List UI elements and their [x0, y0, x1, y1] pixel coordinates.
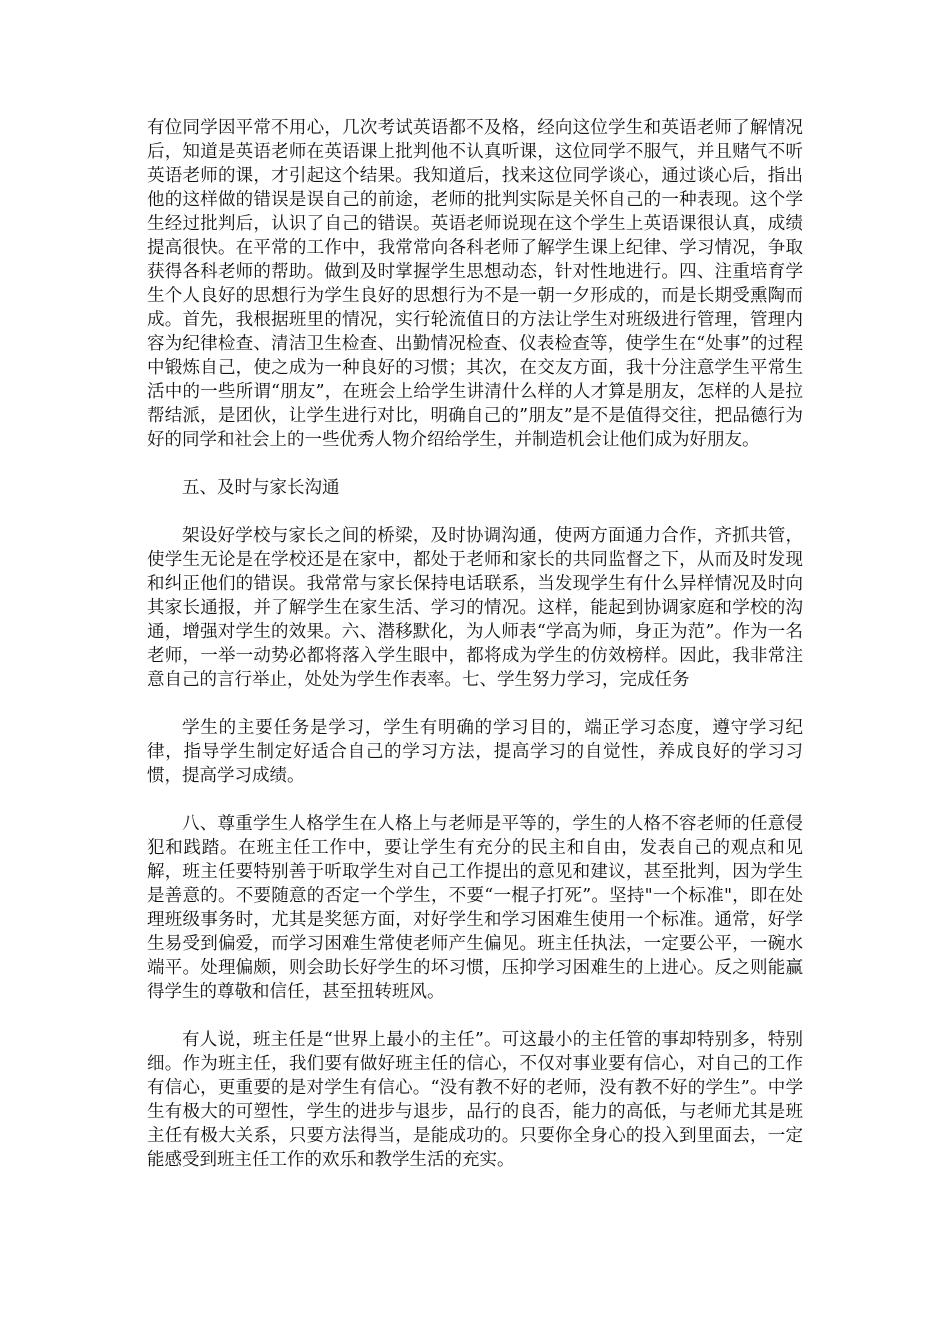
section-heading-parent-communication: 五、及时与家长沟通	[182, 478, 340, 498]
paragraph-respect-students: 八、尊重学生人格学生在人格上与老师是平等的，学生的人格不容老师的任意侵犯和践踏。在班主任工作中，要让学生有充分的民主和自由，发表自己的观点和见解，班主任要特别善于听取学生对自己工作提出的意见和建议，甚至批判，因为学生是善意的。不要随意的否定一个学生，不要“一棍子打死”。坚持"一个标准"，即在处理班级事务时，尤其是奖惩方面，对好学生和学习困难生使用一个标准。通常，好学生易受到偏爱，而学习困难生常使老师产生偏见。班主任执法，一定要公平，一碗水端平。处理偏颇，则会助长好学生的坏习惯，压抑学习困难生的上进心。反之则能赢得学生的尊敬和信任，甚至扭转班风。	[147, 814, 803, 1002]
paragraph-class-management: 有位同学因平常不用心，几次考试英语都不及格，经向这位学生和英语老师了解情况后，知道是英语老师在英语课上批判他不认真听课，这位同学不服气，并且赌气不听英语老师的课，才引起这个结果。我知道后，找来这位同学谈心，通过谈心后，指出他的这样做的错误是误自己的前途，老师的批判实际是关怀自己的一种表现。这个学生经过批判后，认识了自己的错误。英语老师说现在这个学生上英语课很认真，成绩提高很快。在平常的工作中，我常常向各科老师了解学生课上纪律、学习情况，争取获得各科老师的帮助。做到及时掌握学生思想动态，针对性地进行。四、注重培育学生个人良好的思想行为学生良好的思想行为不是一朝一夕形成的，而是长期受熏陶而成。首先，我根据班里的情况，实行轮流值日的方法让学生对班级进行管理，管理内容为纪律检查、清洁卫生检查、出勤情况检查、仪表检查等，使学生在“处事”的过程中锻炼自己，使之成为一种良好的习惯；其次，在交友方面，我十分注意学生平常生活中的一些所谓“朋友”，在班会上给学生讲清什么样的人才算是朋友，怎样的人是拉帮结派，是团伙，让学生进行对比，明确自己的”朋友”是不是值得交往，把品德行为好的同学和社会上的一些优秀人物介绍给学生，并制造机会让他们成为好朋友。	[147, 118, 803, 450]
document-page	[147, 116, 803, 1196]
paragraph-parent-communication: 架设好学校与家长之间的桥梁，及时协调沟通，使两方面通力合作，齐抓共管，使学生无论是在学校还是在家中，都处于老师和家长的共同监督之下，从而及时发现和纠正他们的错误。我常常与家长保持电话联系，当发现学生有什么异样情况及时向其家长通报，并了解学生在家生活、学习的情况。这样，能起到协调家庭和学校的沟通，增强对学生的效果。六、潜移默化，为人师表“学高为师，身正为范”。作为一名老师，一举一动势必都将落入学生眼中，都将成为学生的仿效榜样。因此，我非常注意自己的言行举止，处处为学生作表率。七、学生努力学习，完成任务	[147, 526, 803, 690]
paragraph-conclusion: 有人说，班主任是“世界上最小的主任”。可这最小的主任管的事却特别多，特别细。作为班主任，我们要有做好班主任的信心，不仅对事业要有信心，对自己的工作有信心，更重要的是对学生有信心。“没有教不好的老师，没有教不好的学生”。中学生有极大的可塑性，学生的进步与退步，品行的良否，能力的高低，与老师尤其是班主任有极大关系，只要方法得当，是能成功的。只要你全身心的投入到里面去，一定能感受到班主任工作的欢乐和教学生活的充实。	[147, 1030, 803, 1170]
paragraph-study-tasks: 学生的主要任务是学习，学生有明确的学习目的，端正学习态度，遵守学习纪律，指导学生制定好适合自己的学习方法，提高学习的自觉性，养成良好的学习习惯，提高学习成绩。	[147, 718, 803, 786]
